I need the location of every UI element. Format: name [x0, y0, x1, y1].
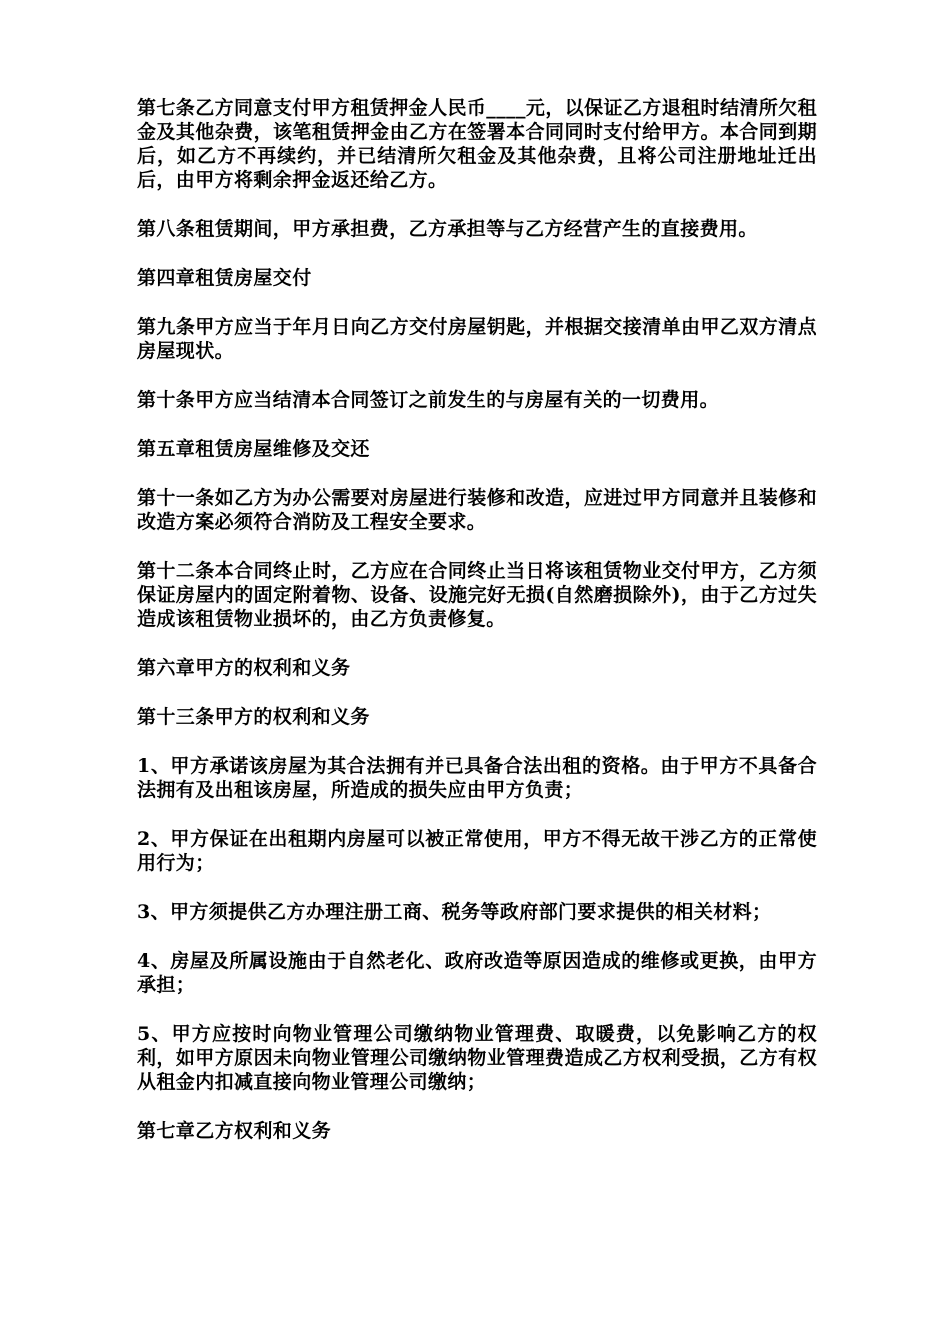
- clause-13-item-5: 5、甲方应按时向物业管理公司缴纳物业管理费、取暖费，以免影响乙方的权利，如甲方原因未向物业管理公司缴纳物业管理费造成乙方权利受损，乙方有权从租金内扣减直接向物业管理公司缴纳；: [137, 1023, 817, 1093]
- clause-7-deposit: 第七条乙方同意支付甲方租赁押金人民币____元，以保证乙方退租时结清所欠租金及其他杂费，该笔租赁押金由乙方在签署本合同同时支付给甲方。本合同到期后，如乙方不再续约，并已结清所欠租金及其他杂费，且将公司注册地址迁出后，由甲方将剩余押金返还给乙方。: [137, 97, 817, 191]
- clause-13-item-3: 3、甲方须提供乙方办理注册工商、税务等政府部门要求提供的相关材料；: [137, 901, 772, 923]
- document-body: [137, 96, 817, 1168]
- chapter-6-heading: 第六章甲方的权利和义务: [137, 657, 351, 679]
- clause-9-delivery: 第九条甲方应当于年月日向乙方交付房屋钥匙，并根据交接清单由甲乙双方清点房屋现状。: [137, 316, 817, 362]
- chapter-4-heading: 第四章租赁房屋交付: [137, 267, 312, 289]
- clause-13-heading: 第十三条甲方的权利和义务: [137, 706, 370, 728]
- chapter-7-heading: 第七章乙方权利和义务: [137, 1120, 332, 1142]
- clause-10-settlement: 第十条甲方应当结清本合同签订之前发生的与房屋有关的一切费用。: [137, 389, 720, 411]
- clause-12-termination: 第十二条本合同终止时，乙方应在合同终止当日将该租赁物业交付甲方，乙方须保证房屋内的固定附着物、设备、设施完好无损(自然磨损除外)，由于乙方过失造成该租赁物业损坏的，由乙方负责修复。: [137, 560, 817, 630]
- clause-13-item-4: 4、房屋及所属设施由于自然老化、政府改造等原因造成的维修或更换，由甲方承担；: [137, 950, 817, 996]
- clause-13-item-2: 2、甲方保证在出租期内房屋可以被正常使用，甲方不得无故干涉乙方的正常使用行为；: [137, 828, 817, 874]
- clause-8-fees: 第八条租赁期间，甲方承担费，乙方承担等与乙方经营产生的直接费用。: [137, 218, 758, 240]
- clause-13-item-1: 1、甲方承诺该房屋为其合法拥有并已具备合法出租的资格。由于甲方不具备合法拥有及出租该房屋，所造成的损失应由甲方负责；: [137, 755, 817, 801]
- clause-11-renovation: 第十一条如乙方为办公需要对房屋进行装修和改造，应进过甲方同意并且装修和改造方案必须符合消防及工程安全要求。: [137, 487, 817, 533]
- chapter-5-heading: 第五章租赁房屋维修及交还: [137, 438, 370, 460]
